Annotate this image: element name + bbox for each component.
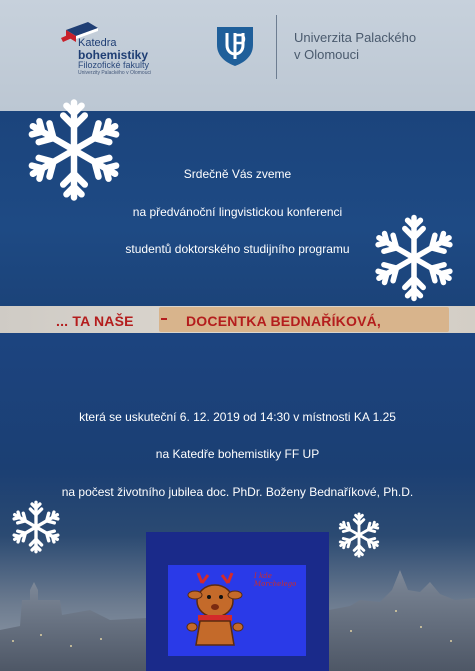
university-line-1: Univerzita Palackého bbox=[294, 30, 417, 45]
details-line-3: na počest životního jubilea doc. PhDr. Boženy Bednaříkové, Ph.D. bbox=[61, 485, 414, 499]
invitation-line-2: na předvánoční lingvistickou konferenci bbox=[132, 205, 343, 219]
header-divider bbox=[276, 15, 277, 79]
snowflake-icon bbox=[8, 498, 64, 556]
department-logo bbox=[58, 20, 158, 90]
details-line-1: která se uskuteční 6. 12. 2019 od 14:30 v místnosti KA 1.25 bbox=[79, 410, 396, 424]
university-name bbox=[294, 29, 416, 63]
department-line-2: bohemistiky bbox=[78, 48, 149, 62]
snowflake-icon bbox=[368, 207, 460, 309]
department-line-4: Univerzity Palackého v Olomouci bbox=[78, 70, 152, 76]
title-mark bbox=[161, 318, 167, 320]
invitation-line-3: studentů doktorského studijního programu bbox=[125, 242, 350, 256]
department-line-1: Katedra bbox=[78, 37, 117, 49]
university-line-2: v Olomouci bbox=[294, 47, 360, 62]
details-line-2: na Katedře bohemistiky FF UP bbox=[155, 447, 320, 461]
department-name bbox=[78, 38, 151, 76]
department-line-3: Filozofické fakulty bbox=[78, 60, 150, 70]
title-part-2: DOCENTKA BEDNAŘÍKOVÁ, bbox=[186, 313, 382, 329]
invitation-line-1: Srdečně Vás zveme bbox=[183, 167, 292, 181]
snowflake-icon bbox=[335, 510, 383, 560]
title-part-1: ... TA NAŠE bbox=[56, 313, 134, 329]
up-shield-icon bbox=[215, 25, 255, 67]
drawing-caption: I kde Morchelego bbox=[254, 572, 297, 588]
title-strip bbox=[0, 306, 475, 333]
snowflake-icon bbox=[20, 88, 128, 212]
